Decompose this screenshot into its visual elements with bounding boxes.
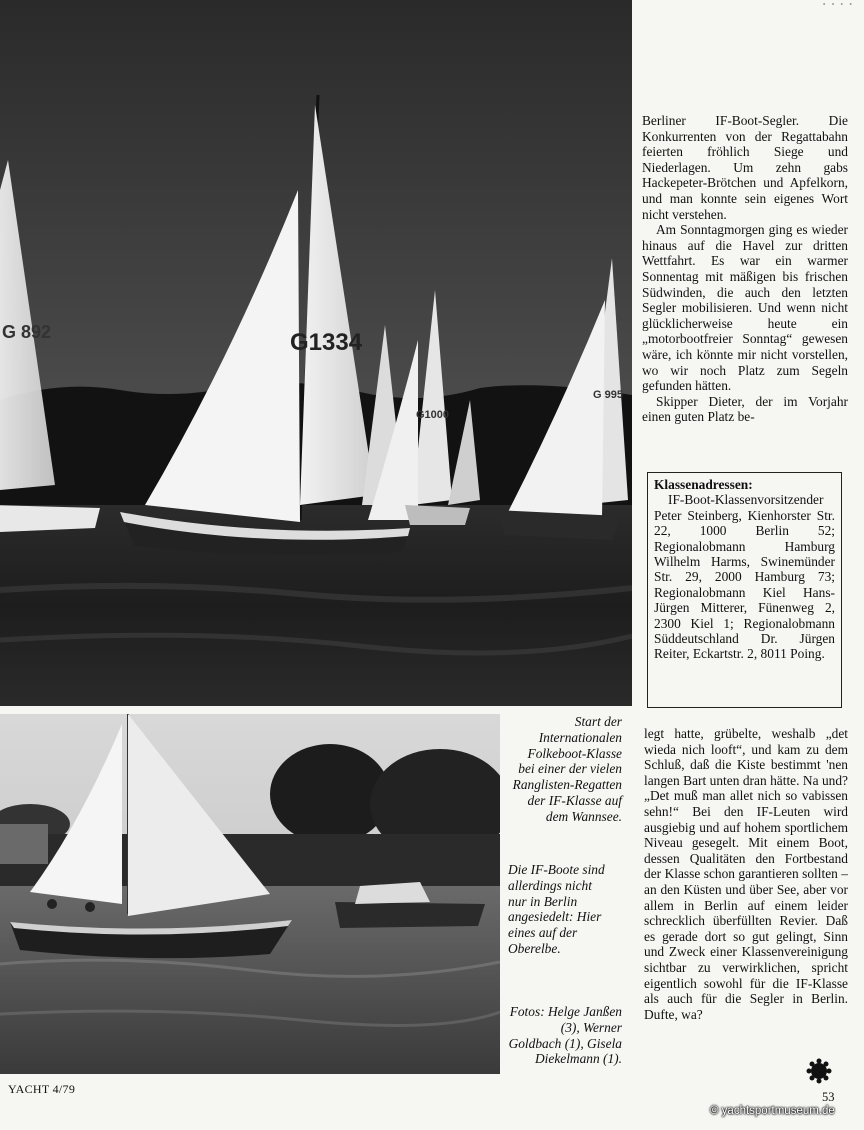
class-addresses-heading: Klassenadressen: bbox=[654, 477, 753, 492]
paragraph: legt hatte, grübelte, weshalb „det wieda nich looft“, und kam zu dem Schluß, daß die Kiste bestimmt 'nen langen Bart unten dran hätte. Na und? „Det muß man allet nich so vabissen sehn!“ Bei den IF-Leuten wird ausgiebig und auf hohem sportlichem Niveau gesegelt. Mit einem Boot, dessen Qualitäten den Fortbestand der Klasse schon garantieren sollten – an den Küsten und über See, aber vor allem in Berlin auf einem leider schrecklich überfüllten Revier. Daß es gerade dort so gut gelingt, Sinn und Zweck einer Klassenvereinigung sichtbar zu verwirklichen, spricht eigentlich sowohl für die IF-Klasse als auch für die Segler in Berlin. Dufte, wa? bbox=[644, 726, 848, 1022]
article-column-bottom bbox=[644, 726, 848, 1022]
article-column-top bbox=[642, 113, 848, 425]
sail-number-middle: G1000 bbox=[416, 409, 450, 421]
sail-number-main: G1334 bbox=[290, 329, 363, 356]
class-addresses-box bbox=[647, 472, 842, 708]
caption-photo-credits: Fotos: Helge Janßen (3), Werner Goldbach (1), Gisela Diekelmann (1). bbox=[508, 1004, 622, 1067]
caption-regatta-start: Start der Internationalen Folkeboot-Klasse bei einer der vielen Ranglisten-Regatten der IF-Klasse auf dem Wannsee. bbox=[512, 714, 622, 824]
magazine-issue: YACHT 4/79 bbox=[8, 1082, 76, 1096]
caption-oberelbe: Die IF-Boote sind allerdings nicht nur in Berlin angesiedelt: Hier eines auf der Oberelbe. bbox=[508, 862, 605, 956]
sail-number-left: G 892 bbox=[2, 322, 52, 342]
sail-number-right: G 995 bbox=[593, 389, 623, 401]
paragraph: Skipper Dieter, der im Vorjahr einen guten Platz be- bbox=[642, 393, 848, 425]
paragraph: Berliner IF-Boot-Segler. Die Konkurrenten von der Regattabahn feierten fröhlich Siege und Niederlagen. Um zehn gabs Hackepeter-Brötchen und Apfelkorn, und man konnte sein eigenes Wort nicht verstehen. bbox=[642, 113, 848, 222]
regatta-start-photo bbox=[0, 0, 632, 706]
class-addresses-text: IF-Boot-Klassenvorsitzender Peter Steinberg, Kienhorster Str. 22, 1000 Berlin 52; Regionalobmann Hamburg Wilhelm Harms, Swinemünder Str. 29, 2000 Hamburg 73; Regionalobmann Kiel Hans-Jürgen Mitterer, Fünenweg 2, 2300 Kiel 1; Regionalobmann Süddeutschland Dr. Jürgen Reiter, Eckartstr. 2, 8011 Poing. bbox=[654, 492, 835, 662]
oberelbe-photo bbox=[0, 714, 500, 1074]
watermark: © yachtsportmuseum.de bbox=[710, 1105, 835, 1117]
edge-dots: • • • • bbox=[822, 0, 854, 9]
paragraph: Am Sonntagmorgen ging es wieder hinaus auf die Havel zur dritten Wettfahrt. Es war ein warmer Sonnentag mit mäßigen bis frischen Südwinden, die auch den letzten Segler mobilisieren. Und wenn nicht glücklicherweise heute ein „motorbootfreier Sonntag“ gewesen wäre, ich könnte mir nicht vorstellen, wo wir noch Platz zum Segeln gefunden hätten. bbox=[642, 222, 848, 394]
end-mark-icon bbox=[806, 1058, 832, 1084]
page-number: 53 bbox=[822, 1090, 835, 1104]
